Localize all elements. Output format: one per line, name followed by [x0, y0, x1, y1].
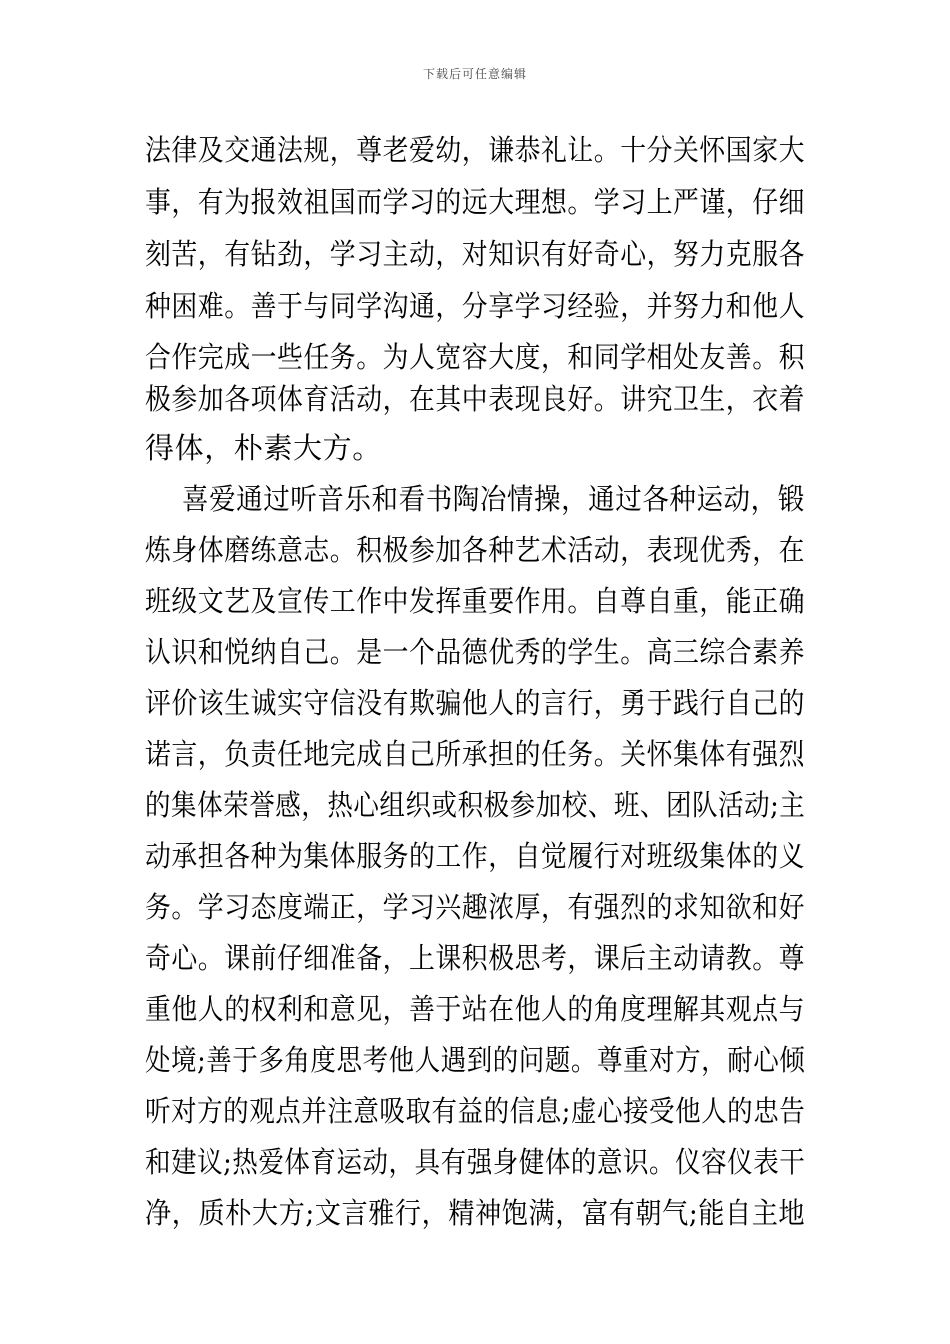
paragraph-1-line-7: 得体，朴素大方。: [145, 431, 382, 465]
paragraph-1-line-6: 极参加各项体育活动，在其中表现良好。讲究卫生，衣着: [145, 382, 806, 416]
paragraph-2-line-1: 喜爱通过听音乐和看书陶冶情操，通过各种运动，锻: [182, 482, 805, 516]
paragraph-2-line-2: 炼身体磨练意志。积极参加各种艺术活动，表现优秀，在: [145, 533, 806, 567]
paragraph-2-line-13: 听对方的观点并注意吸取有益的信息;虚心接受他人的忠告: [145, 1094, 806, 1128]
paragraph-2-line-14: 和建议;热爱体育运动，具有强身健体的意识。仪容仪表干: [145, 1145, 806, 1179]
paragraph-2-line-6: 诺言，负责任地完成自己所承担的任务。关怀集体有强烈: [145, 737, 806, 771]
paragraph-1-line-5: 合作完成一些任务。为人宽容大度，和同学相处友善。积: [145, 340, 806, 374]
header-note: 下载后可任意编辑: [422, 67, 527, 81]
paragraph-1-line-3: 刻苦，有钻劲，学习主动，对知识有好奇心，努力克服各: [145, 237, 806, 271]
paragraph-2-line-8: 动承担各种为集体服务的工作，自觉履行对班级集体的义: [145, 839, 806, 873]
paragraph-2-line-7: 的集体荣誉感，热心组织或积极参加校、班、团队活动;主: [145, 788, 806, 822]
paragraph-2-line-3: 班级文艺及宣传工作中发挥重要作用。自尊自重，能正确: [145, 584, 806, 618]
paragraph-2-line-4: 认识和悦纳自己。是一个品德优秀的学生。高三综合素养: [145, 635, 806, 669]
paragraph-2-line-9: 务。学习态度端正，学习兴趣浓厚，有强烈的求知欲和好: [145, 890, 806, 924]
paragraph-1-line-2: 事，有为报效祖国而学习的远大理想。学习上严谨，仔细: [145, 185, 806, 219]
paragraph-1-line-1: 法律及交通法规，尊老爱幼，谦恭礼让。十分关怀国家大: [145, 133, 806, 167]
paragraph-2-line-12: 处境;善于多角度思考他人遇到的问题。尊重对方，耐心倾: [145, 1043, 806, 1077]
paragraph-2-line-11: 重他人的权利和意见，善于站在他人的角度理解其观点与: [145, 992, 806, 1026]
paragraph-2-line-15: 净，质朴大方;文言雅行，精神饱满，富有朝气;能自主地: [145, 1196, 806, 1230]
paragraph-1-line-4: 种困难。善于与同学沟通，分享学习经验，并努力和他人: [145, 289, 806, 323]
paragraph-2-line-5: 评价该生诚实守信没有欺骗他人的言行，勇于践行自己的: [145, 686, 806, 720]
paragraph-2-line-10: 奇心。课前仔细准备，上课积极思考，课后主动请教。尊: [145, 941, 806, 975]
